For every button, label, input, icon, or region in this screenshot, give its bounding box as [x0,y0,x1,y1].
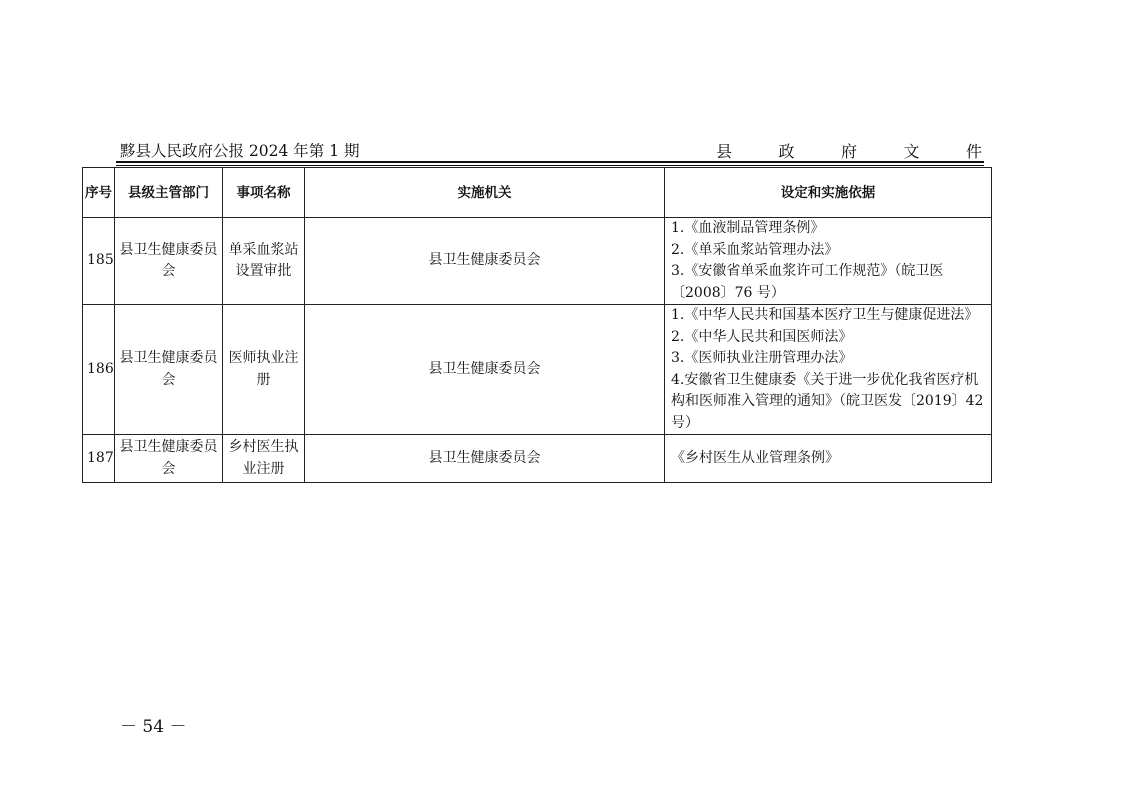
basis-line: 2.《中华人民共和国医师法》 [671,328,853,345]
category-char: 件 [965,142,982,161]
basis-line: 4.安徽省卫生健康委《关于进一步优化我省医疗机构和医师准入管理的通知》（皖卫医发〔2019〕42 号） [671,371,984,431]
row-basis [665,435,992,483]
row-department: 县卫生健康委员会 [115,305,223,435]
basis-line: 1.《中华人民共和国基本医疗卫生与健康促进法》 [671,307,979,323]
category-char: 文 [903,142,920,161]
table-header-row [83,168,992,218]
table-row [83,435,992,483]
column-header-department: 县级主管部门 [115,168,223,218]
basis-line: 3.《安徽省单采血浆许可工作规范》（皖卫医〔2008〕76 号） [671,263,944,301]
column-header-basis: 设定和实施依据 [665,168,992,218]
table-row [83,218,992,305]
row-agency: 县卫生健康委员会 [305,218,665,305]
basis-line: 3.《医师执业注册管理办法》 [671,350,853,366]
row-item-name: 乡村医生执业注册 [223,435,305,483]
column-header-item: 事项名称 [223,168,305,218]
row-number: 185 [83,218,115,305]
header-rule-thin [116,165,984,166]
row-department: 县卫生健康委员会 [115,218,223,305]
row-number: 187 [83,435,115,483]
basis-line: 2.《单采血浆站管理办法》 [671,241,839,258]
document-category [716,139,982,162]
row-item-name: 医师执业注册 [223,305,305,435]
table-row [83,305,992,435]
category-char: 县 [716,142,733,161]
category-char: 府 [840,142,857,161]
row-number: 186 [83,305,115,435]
header-rule-thick [116,161,984,163]
row-basis [665,305,992,435]
column-header-number: 序号 [83,168,115,218]
page-number: － 54 － [120,717,187,737]
row-department: 县卫生健康委员会 [115,435,223,483]
column-header-agency: 实施机关 [305,168,665,218]
row-agency: 县卫生健康委员会 [305,305,665,435]
permissions-table [82,167,992,483]
basis-line: 1.《血液制品管理条例》 [671,220,825,236]
basis-line: 《乡村医生从业管理条例》 [671,449,839,466]
row-basis [665,218,992,305]
bulletin-title: 黟县人民政府公报 2024 年第 1 期 [120,142,360,160]
row-item-name: 单采血浆站设置审批 [223,218,305,305]
row-agency: 县卫生健康委员会 [305,435,665,483]
category-char: 政 [778,142,795,161]
